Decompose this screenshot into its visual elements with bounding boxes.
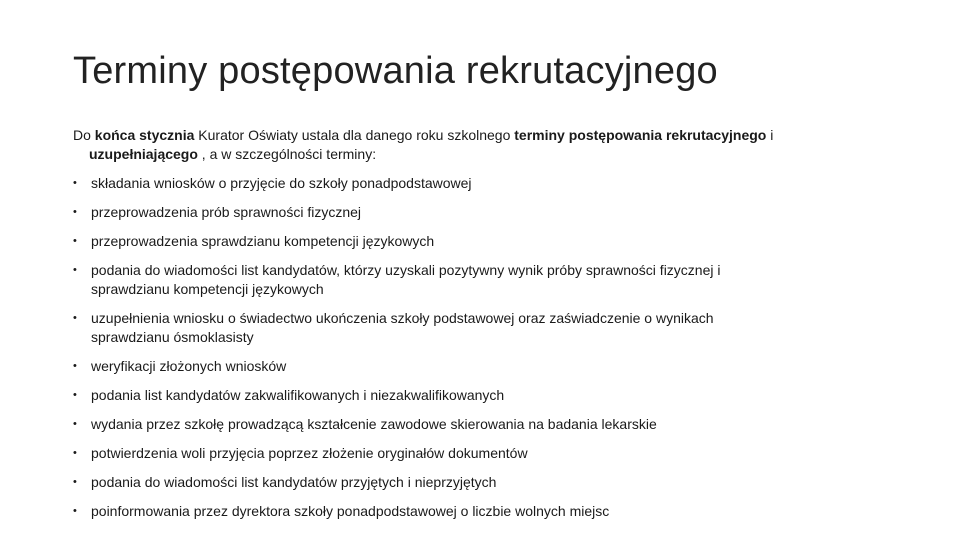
bullet-icon: •	[73, 418, 77, 430]
intro-text: Kurator Oświaty ustala dla danego roku szkolnego	[194, 127, 515, 143]
bullet-icon: •	[73, 476, 77, 488]
list-item-text: składania wniosków o przyjęcie do szkoły ponadpodstawowej	[91, 175, 472, 191]
list-item-text-line-2: sprawdzianu ósmoklasisty	[91, 329, 254, 345]
list-item-text: weryfikacji złożonych wniosków	[91, 358, 287, 374]
list-item-text-line-2: sprawdzianu kompetencji językowych	[91, 281, 324, 297]
intro-text: i	[766, 127, 774, 143]
list-item	[73, 386, 893, 405]
list-item	[73, 203, 893, 222]
bullet-icon: •	[73, 264, 77, 276]
list-item	[73, 174, 893, 193]
list-item-text: przeprowadzenia sprawdzianu kompetencji językowych	[91, 233, 435, 249]
intro-text: Do	[73, 127, 95, 143]
bullet-icon: •	[73, 235, 77, 247]
list-item-text: wydania przez szkołę prowadzącą kształcenie zawodowe skierowania na badania lekarskie	[91, 416, 657, 432]
bullet-icon: •	[73, 389, 77, 401]
intro-supplementary: uzupełniającego	[89, 146, 198, 162]
intro-line-2	[73, 145, 893, 164]
list-item	[73, 415, 893, 434]
bullet-icon: •	[73, 505, 77, 517]
terms-list	[73, 174, 893, 531]
list-item-text: podania list kandydatów zakwalifikowanych i niezakwalifikowanych	[91, 387, 505, 403]
list-item-text: potwierdzenia woli przyjęcia poprzez złożenie oryginałów dokumentów	[91, 445, 528, 461]
list-item	[73, 444, 893, 463]
list-item-text-line-1: podania do wiadomości list kandydatów, którzy uzyskali pozytywny wynik próby sprawności fizycznej i	[91, 262, 721, 278]
bullet-icon: •	[73, 447, 77, 459]
list-item	[73, 357, 893, 376]
bullet-icon: •	[73, 177, 77, 189]
list-item-text: przeprowadzenia prób sprawności fizycznej	[91, 204, 362, 220]
intro-deadline: końca stycznia	[94, 127, 195, 143]
list-item	[73, 502, 893, 521]
bullet-icon: •	[73, 312, 77, 324]
list-item-text: podania do wiadomości list kandydatów przyjętych i nieprzyjętych	[91, 474, 497, 490]
intro-line-1	[73, 126, 893, 145]
list-item	[73, 309, 893, 347]
bullet-icon: •	[73, 206, 77, 218]
intro-text: , a w szczególności terminy:	[197, 146, 377, 162]
list-item-text: poinformowania przez dyrektora szkoły ponadpodstawowej o liczbie wolnych miejsc	[91, 503, 610, 519]
intro-term-emphasis: terminy postępowania rekrutacyjnego	[514, 127, 767, 143]
list-item	[73, 232, 893, 251]
list-item-text-line-1: uzupełnienia wniosku o świadectwo ukończenia szkoły podstawowej oraz zaświadczenie o wynikach	[91, 310, 714, 326]
slide-title: Terminy postępowania rekrutacyjnego	[73, 50, 718, 92]
list-item	[73, 473, 893, 492]
bullet-icon: •	[73, 360, 77, 372]
list-item	[73, 261, 893, 299]
intro-paragraph	[73, 126, 893, 164]
